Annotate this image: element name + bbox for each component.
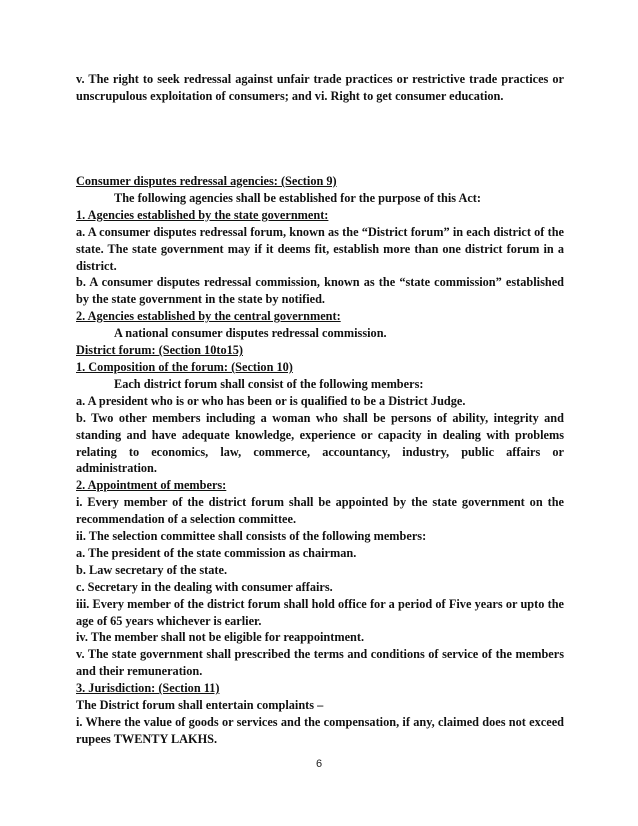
paragraph-line: b. Law secretary of the state.: [76, 562, 228, 577]
top-paragraph-block: [76, 71, 564, 105]
section-heading: 3. Jurisdiction: (Section 11): [76, 681, 220, 696]
paragraph-line: a. The president of the state commission as chairman.: [76, 545, 357, 560]
paragraph-line: a. A consumer disputes redressal forum, known as the “District forum” in each district of the state. The state government may if it deems fit, establish more than one district forum in a district.: [76, 224, 564, 273]
section-heading: 2. Agencies established by the central government:: [76, 309, 341, 324]
paragraph-line: A national consumer disputes redressal commission.: [114, 326, 387, 341]
section-heading: 1. Agencies established by the state government:: [76, 207, 329, 222]
paragraph-line: a. A president who is or who has been or is qualified to be a District Judge.: [76, 393, 466, 408]
paragraph-line: Each district forum shall consist of the following members:: [114, 376, 424, 391]
paragraph-line: ii. The selection committee shall consists of the following members:: [76, 529, 427, 544]
paragraph-line: b. A consumer disputes redressal commission, known as the “state commission” established by the state government in the state by notified.: [76, 275, 564, 307]
section-heading: 2. Appointment of members:: [76, 478, 227, 493]
paragraph-line: i. Where the value of goods or services and the compensation, if any, claimed does not exceed rupees TWENTY LAKHS.: [76, 715, 564, 746]
section-heading: Consumer disputes redressal agencies: (Section 9): [76, 174, 337, 188]
section-heading: 1. Composition of the forum: (Section 10): [76, 359, 293, 374]
paragraph-line: The District forum shall entertain complaints –: [76, 698, 324, 713]
paragraph-line: v. The state government shall prescribed the terms and conditions of service of the members and their remuneration.: [76, 647, 564, 679]
paragraph-line: The following agencies shall be established for the purpose of this Act:: [114, 190, 481, 205]
paragraph-line: iv. The member shall not be eligible for reappointment.: [76, 630, 365, 645]
paragraph-line: c. Secretary in the dealing with consumer affairs.: [76, 579, 333, 594]
paragraph-line: b. Two other members including a woman who shall be persons of ability, integrity and standing and have adequate knowledge, experience or capacity in dealing with problems relating to economics, law, commerce, accountancy, industry, public affairs or administration.: [76, 410, 564, 476]
main-content: [76, 173, 564, 748]
paragraph-line: iii. Every member of the district forum shall hold office for a period of Five years or upto the age of 65 years whichever is earlier.: [76, 596, 564, 628]
paragraph-line: i. Every member of the district forum shall be appointed by the state government on the recommendation of a selection committee.: [76, 495, 564, 527]
page-number: 6: [315, 758, 323, 770]
section-heading: District forum: (Section 10to15): [76, 343, 243, 358]
content-lines: [76, 173, 564, 748]
top-paragraph: v. The right to seek redressal against unfair trade practices or restrictive trade practices or unscrupulous exploitation of consumers; and vi. Right to get consumer education.: [76, 72, 564, 103]
